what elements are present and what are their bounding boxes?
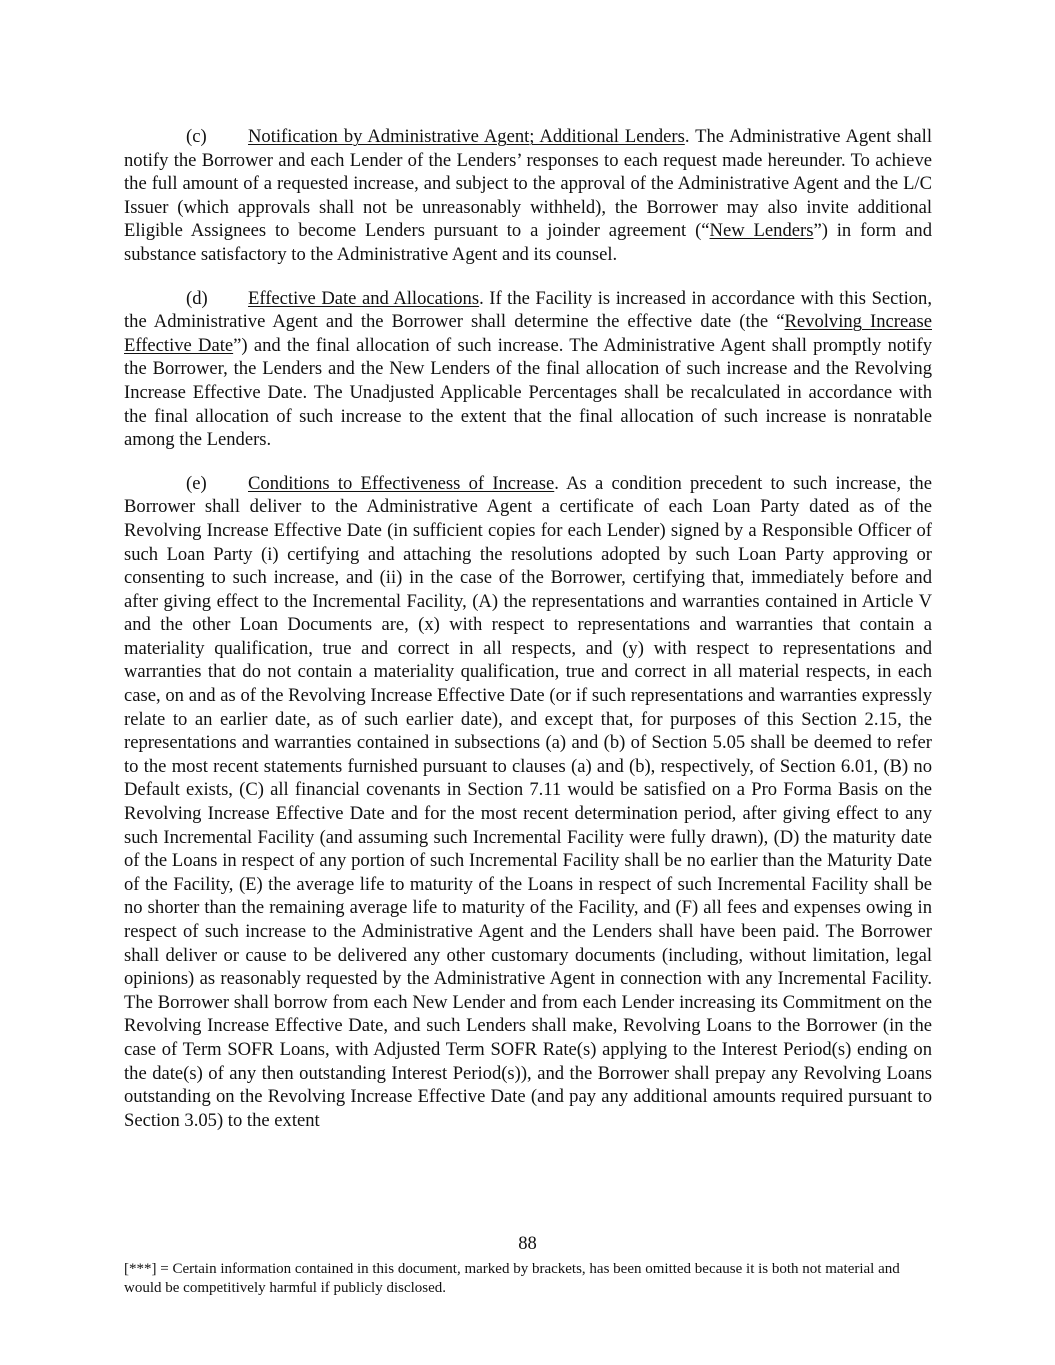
paragraph-heading: Effective Date and Allocations bbox=[248, 287, 480, 309]
paragraph-c bbox=[124, 125, 932, 267]
paragraph-d bbox=[124, 287, 932, 452]
paragraph-number: (d) bbox=[186, 287, 208, 309]
defined-term: New Lenders bbox=[709, 220, 814, 242]
paragraph-text: . As a condition precedent to such increase, the Borrower shall deliver to the Administrative Agent a certificate of each Loan Party dated as of the Revolving Increase Effective Date (in sufficient copies for each Lender) signed by a Responsible Officer of such Loan Party (i) certifying and attaching the resolutions adopted by such Loan Party approving or consenting to such increase, and (ii) in the case of the Borrower, certifying that, immediately before and after giving effect to the Incremental Facility, (A) the representations and warranties contained in Article V and the other Loan Documents are, (x) with respect to representations and warranties that contain a materiality qualification, true and correct in all respects, and (y) with respect to representations and warranties that do not contain a materiality qualification, true and correct in all material respects, in each case, on and as of the Revolving Increase Effective Date (or if such representations and warranties expressly relate to an earlier date, as of such earlier date), and except that, for purposes of this Section 2.15, the representations and warranties contained in subsections (a) and (b) of Section 5.05 shall be deemed to refer to the most recent statements furnished pursuant to clauses (a) and (b), respectively, of Section 6.01, (B) no Default exists, (C) all financial covenants in Section 7.11 would be satisfied on a Pro Forma Basis on the Revolving Increase Effective Date and for the most recent determination period, after giving effect to any such Incremental Facility (and assuming such Incremental Facility were fully drawn), (D) the maturity date of the Loans in respect of any portion of such Incremental Facility shall be no earlier than the Maturity Date of the Facility, (E) the average life to maturity of the Loans in respect of such Incremental Facility shall be no shorter than the remaining average life to maturity of the Facility, and (F) all fees and expenses owing in respect of such increase to the Administrative Agent and the Lenders shall have been paid. The Borrower shall deliver or cause to be delivered any other customary documents (including, without limitation, legal opinions) as reasonably requested by the Administrative Agent in connection with any Incremental Facility. The Borrower shall borrow from each New Lender and from each Lender increasing its Commitment on the Revolving Increase Effective Date, and such Lenders shall make, Revolving Loans to the Borrower (in the case of Term SOFR Loans, with Adjusted Term SOFR Rate(s) applying to the Interest Period(s) ending on the date(s) of any then outstanding Interest Period(s)), and the Borrower shall prepay any Revolving Loans outstanding on the Revolving Increase Effective Date (and pay any additional amounts required pursuant to Section 3.05) to the extent bbox=[124, 472, 932, 1131]
paragraph-e bbox=[124, 472, 932, 1133]
page-number: 88 bbox=[518, 1233, 537, 1254]
paragraph-heading: Conditions to Effectiveness of Increase bbox=[248, 472, 555, 494]
paragraph-text: . If the Facility is increased in accordance with this Section, the Administrative Agent and the Borrower shall determine the effective date (the “ bbox=[124, 287, 933, 333]
paragraph-number: (e) bbox=[186, 472, 207, 494]
paragraph-number: (c) bbox=[186, 126, 207, 147]
paragraph-text: ”) and the final allocation of such increase. The Administrative Agent shall promptly notify the Borrower, the Lenders and the New Lenders of the final allocation of such increase and the Revolving Increase Effective Date. The Unadjusted Applicable Percentages shall be recalculated in accordance with the final allocation of such increase to the extent that the final allocation of such increase is nonratable among the Lenders. bbox=[124, 334, 932, 451]
defined-term: Revolving Increase Effective Date bbox=[124, 311, 932, 356]
paragraph-heading: Notification by Administrative Agent; Additional Lenders bbox=[248, 126, 685, 147]
footer-disclaimer: [***] = Certain information contained in this document, marked by brackets, has been omitted because it is both not material and would be competitively harmful if publicly disclosed. bbox=[124, 1261, 900, 1296]
paragraph-text: . The Administrative Agent shall notify the Borrower and each Lender of the Lenders’ responses to each request made hereunder. To achieve the full amount of a requested increase, and subject to the approval of the Administrative Agent and the L/C Issuer (which approvals shall not be unreasonably withheld), the Borrower may also invite additional Eligible Assignees to become Lenders pursuant to a joinder agreement (“ bbox=[124, 126, 932, 242]
paragraph-text: ”) in form and substance satisfactory to the Administrative Agent and its counsel. bbox=[124, 220, 932, 265]
document-body bbox=[124, 125, 932, 1152]
